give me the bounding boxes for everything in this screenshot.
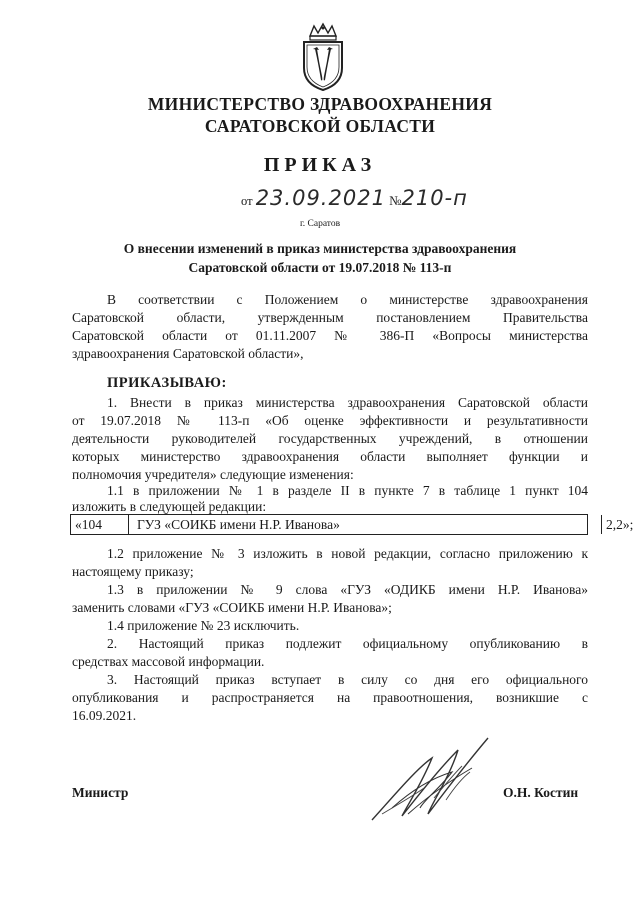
item1-1-line: 1.1 в приложении № 1 в разделе II в пункте 7 в таблице 1 пункт 104 (107, 483, 588, 498)
preamble-line: здравоохранения Саратовской области», (72, 346, 304, 361)
order-heading: ПРИКАЗЫВАЮ: (107, 375, 227, 391)
date-value: 23.09.2021 (255, 186, 386, 210)
table-cell-number: «104 (71, 515, 129, 534)
item3-line: опубликования и распространяется на правоотношения, возникшие с (72, 690, 588, 705)
item1-line: которых министерство здравоохранения области выполняет функции и (72, 449, 588, 464)
table-cell-value: 2,2»; (606, 517, 634, 532)
subject-line1: О внесении изменений в приказ министерства здравоохранения (123, 241, 517, 256)
item1-3-line: заменить словами «ГУЗ «СОИКБ имени Н.Р. Иванова»; (72, 600, 392, 615)
item2-line: 2. Настоящий приказ подлежит официальному опубликованию в (107, 636, 588, 651)
number-prefix: № (389, 193, 402, 208)
item1-line: от 19.07.2018 № 113-п «Об оценке эффективности и результативности (72, 413, 588, 428)
table-cell-institution: ГУЗ «СОИКБ имени Н.Р. Иванова» (129, 515, 602, 534)
signatory-name: О.Н. Костин (503, 785, 579, 800)
item1-4-line: 1.4 приложение № 23 исключить. (107, 618, 300, 633)
ministry-name-line2: САРАТОВСКОЙ ОБЛАСТИ (204, 116, 436, 136)
table-row (70, 514, 634, 535)
date-number-line (241, 186, 468, 210)
item2-line: средствах массовой информации. (72, 654, 265, 669)
item3-line: 16.09.2021. (72, 708, 137, 723)
item1-line: 1. Внести в приказ министерства здравоохранения Саратовской области (107, 395, 588, 410)
date-prefix: от (241, 194, 253, 208)
number-value: 210-п (401, 186, 468, 210)
handwritten-signature-icon (362, 728, 502, 828)
item1-line: деятельности руководителей государственных учреждений, в отношении (72, 431, 588, 446)
preamble-line: В соответствии с Положением о министерстве здравоохранения (107, 292, 588, 307)
ministry-name-line1: МИНИСТЕРСТВО ЗДРАВООХРАНЕНИЯ (147, 94, 493, 114)
item3-line: 3. Настоящий приказ вступает в силу со дня его официального (107, 672, 588, 687)
item1-2-line: настоящему приказу; (72, 564, 194, 579)
preamble-line: Саратовской области, утвержденным постановлением Правительства (72, 310, 588, 325)
subject-line2: Саратовской области от 19.07.2018 № 113-п (188, 260, 452, 275)
item1-1-line: изложить в следующей редакции: (72, 499, 267, 514)
document-type-title: ПРИКАЗ (263, 154, 377, 176)
preamble-line: Саратовской области от 01.11.2007 № 386-П «Вопросы министерства (72, 328, 588, 343)
coat-of-arms-icon (296, 22, 350, 92)
signatory-position: Министр (72, 785, 129, 800)
item1-2-line: 1.2 приложение № 3 изложить в новой редакции, согласно приложению к (107, 546, 588, 561)
city-label: г. Саратов (299, 219, 341, 229)
item1-3-line: 1.3 в приложении № 9 слова «ГУЗ «ОДИКБ имени Н.Р. Иванова» (107, 582, 588, 597)
item1-line: полномочия учредителя» следующие изменения: (72, 467, 354, 482)
